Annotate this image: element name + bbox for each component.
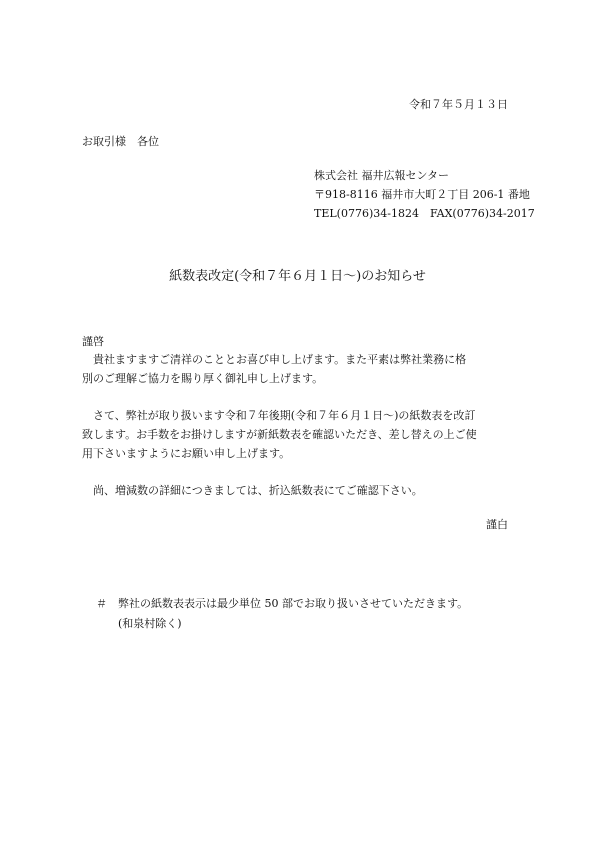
body-paragraph-3: 尚、増減数の詳細につきましては、折込紙数表にてご確認下さい。 [82,484,423,497]
opening-salutation: 謹啓 [82,335,104,348]
sender-address: 〒918-8116 福井市大町２丁目 206-1 番地 [314,188,530,201]
footnote-mark: ＃ [96,597,107,610]
letter-date: 令和７年５月１３日 [409,98,508,111]
sender-contact: TEL(0776)34-1824 FAX(0776)34-2017 [314,207,535,220]
recipient-line: お取引様 各位 [82,135,159,148]
paragraph-line: 別のご理解ご協力を賜り厚く御礼申し上げます。 [82,372,324,385]
closing-salutation: 謹白 [486,518,508,531]
paragraph-line: 致します。お手数をお掛けしますが新紙数表を確認いただき、差し替えの上ご使 [82,428,477,441]
sender-company: 株式会社 福井広報センター [314,169,450,182]
paragraph-line: 貴社ますますご清祥のこととお喜び申し上げます。また平素は弊社業務に格 [82,353,467,366]
footnote-subtext: (和泉村除く) [118,617,182,630]
paragraph-line: さて、弊社が取り扱います令和７年後期(令和７年６月１日～)の紙数表を改訂 [82,409,476,422]
paragraph-line: 用下さいますようにお願い申し上げます。 [82,447,291,460]
footnote-text: 弊社の紙数表表示は最少単位 50 部でお取り扱いさせていただきます。 [118,597,469,610]
page-title: 紙数表改定(令和７年６月１日～)のお知らせ [169,269,426,284]
